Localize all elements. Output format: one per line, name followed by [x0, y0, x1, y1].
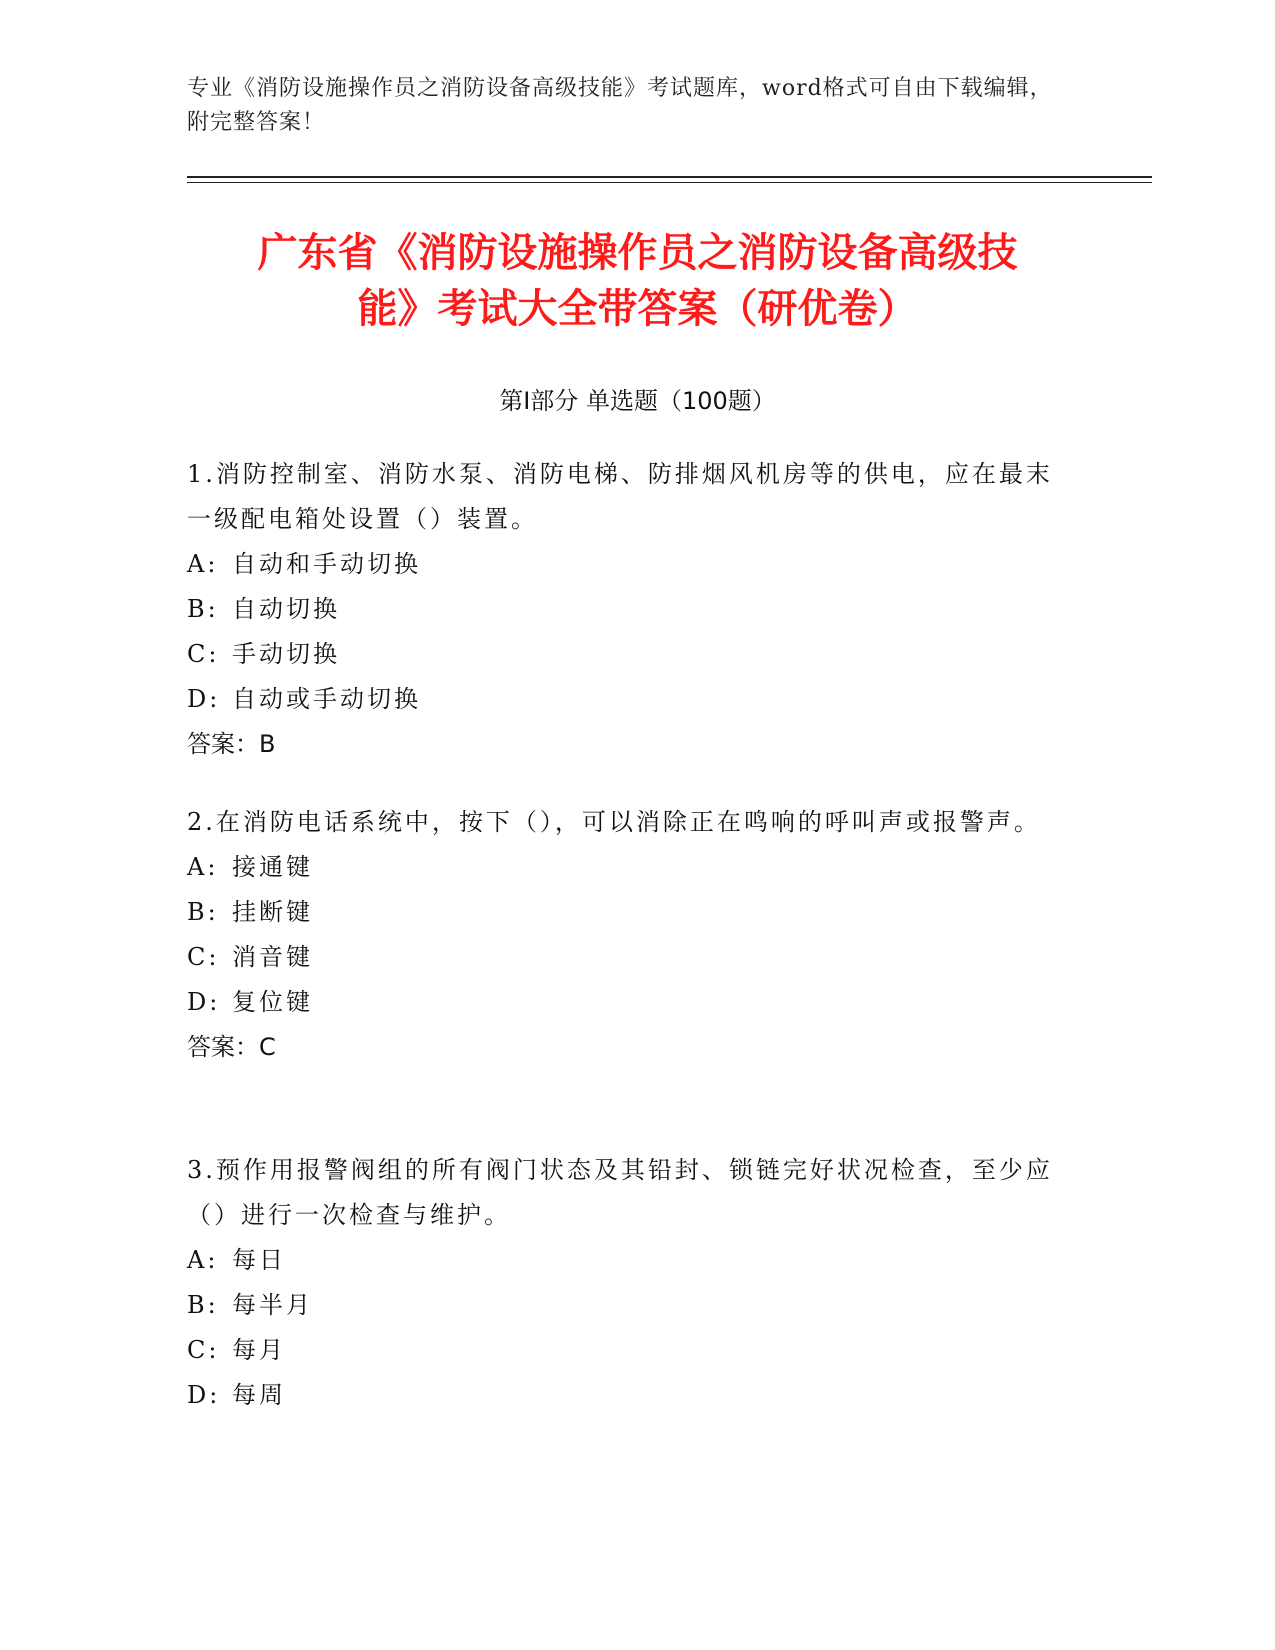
option-text: 接通键: [232, 853, 313, 881]
option-text: 自动和手动切换: [232, 550, 421, 578]
option-a: [187, 542, 1067, 587]
option-text: 每日: [232, 1246, 286, 1274]
question-stem: 1.消防控制室、消防水泵、消防电梯、防排烟风机房等的供电，应在最末一级配电箱处设置（）装置。: [187, 460, 1053, 533]
option-text: 自动切换: [232, 595, 340, 623]
option-key: D:: [187, 988, 221, 1016]
option-text: 手动切换: [232, 640, 340, 668]
document-title-line-1: 广东省《消防设施操作员之消防设备高级技: [257, 230, 1018, 276]
option-key: B:: [187, 595, 219, 623]
question-2: [187, 800, 1067, 1070]
option-key: C:: [187, 1336, 220, 1364]
option-c: [187, 1328, 1067, 1373]
option-text: 每月: [232, 1336, 286, 1364]
answer: 答案：C: [187, 1033, 276, 1061]
option-key: D:: [187, 1381, 221, 1409]
option-a: [187, 1238, 1067, 1283]
option-text: 挂断键: [232, 898, 313, 926]
question-stem: 3.预作用报警阀组的所有阀门状态及其铅封、锁链完好状况检查，至少应（）进行一次检查与维护。: [187, 1156, 1053, 1229]
section-title: 第Ⅰ部分 单选题（100题）: [499, 387, 776, 415]
option-c: [187, 935, 1067, 980]
option-text: 消音键: [232, 943, 313, 971]
header-rule-thin: [187, 182, 1152, 183]
option-b: [187, 587, 1067, 632]
option-key: D:: [187, 685, 221, 713]
option-key: B:: [187, 898, 219, 926]
question-stem: 2.在消防电话系统中，按下（），可以消除正在鸣响的呼叫声或报警声。: [187, 808, 1041, 836]
answer: 答案：B: [187, 730, 276, 758]
header-rule-thick: [187, 176, 1152, 178]
option-key: C:: [187, 943, 220, 971]
option-text: 每半月: [232, 1291, 313, 1319]
option-key: B:: [187, 1291, 219, 1319]
question-1: [187, 452, 1067, 767]
option-d: [187, 980, 1067, 1025]
header-note: 专业《消防设施操作员之消防设备高级技能》考试题库，word格式可自由下载编辑，附完整答案！: [187, 76, 1053, 135]
option-b: [187, 890, 1067, 935]
option-key: C:: [187, 640, 220, 668]
option-a: [187, 845, 1067, 890]
option-c: [187, 632, 1067, 677]
option-key: A:: [187, 550, 219, 578]
option-text: 自动或手动切换: [232, 685, 421, 713]
option-key: A:: [187, 853, 219, 881]
question-3: [187, 1148, 1067, 1418]
option-b: [187, 1283, 1067, 1328]
option-d: [187, 677, 1067, 722]
option-key: A:: [187, 1246, 219, 1274]
document-title: [150, 225, 1125, 337]
option-text: 每周: [232, 1381, 286, 1409]
document-title-line-2: 能》考试大全带答案（研优卷）: [357, 286, 918, 332]
option-d: [187, 1373, 1067, 1418]
option-text: 复位键: [232, 988, 313, 1016]
